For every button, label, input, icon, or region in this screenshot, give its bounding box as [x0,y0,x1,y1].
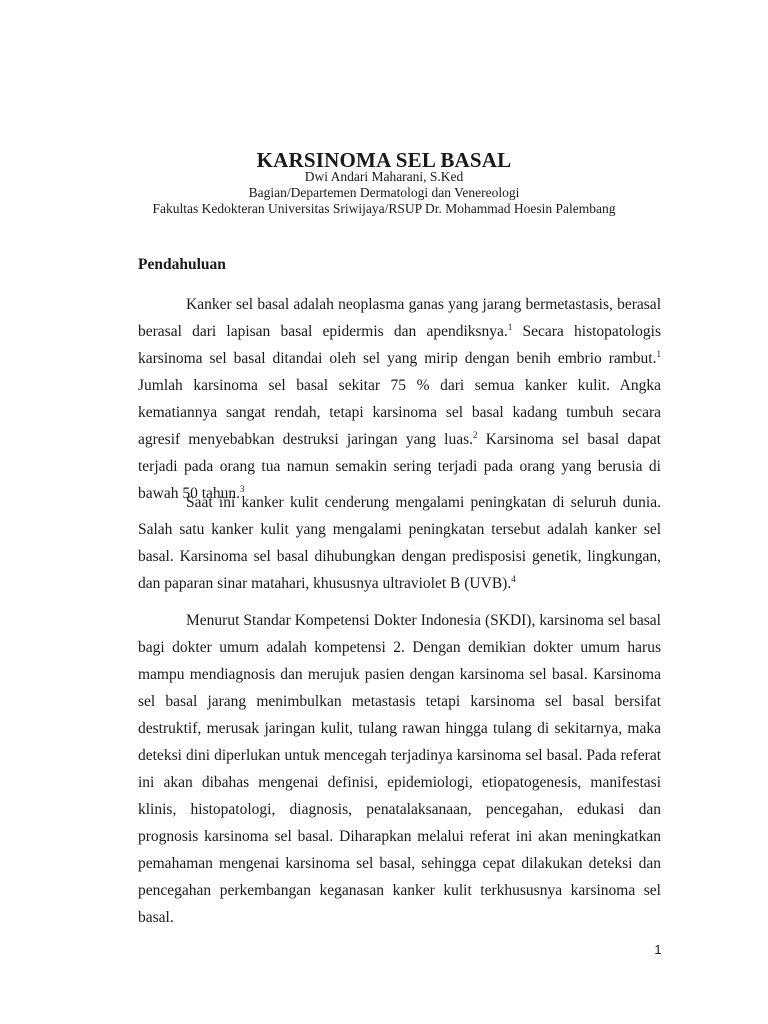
paragraph-3: Menurut Standar Kompetensi Dokter Indonesia (SKDI), karsinoma sel basal bagi dokter umum adalah kompetensi 2. Dengan demikian dokter umum harus mampu mendiagnosis dan merujuk pasien dengan karsinoma sel basal. Karsinoma sel basal jarang menimbulkan metastasis tetapi karsinoma sel basal bersifat destruktif, merusak jaringan kulit, tulang rawan hingga tulang di sekitarnya, maka deteksi dini diperlukan untuk mencegah terjadinya karsinoma sel basal. Pada referat ini akan dibahas mengenai definisi, epidemiologi, etiopatogenesis, manifestasi klinis, histopatologi, diagnosis, penatalaksanaan, pencegahan, edukasi dan prognosis karsinoma sel basal. Diharapkan melalui referat ini akan meningkatkan pemahaman mengenai karsinoma sel basal, sehingga cepat dilakukan deteksi dan pencegahan perkembangan keganasan kanker kulit terkhususnya karsinoma sel basal. [138,612,661,926]
document-title: KARSINOMA SEL BASAL [256,148,512,172]
faculty-line: Fakultas Kedokteran Universitas Sriwijaya/RSUP Dr. Mohammad Hoesin Palembang [152,201,616,216]
p1-sentence-3: Jumlah karsinoma sel basal sekitar 75 % dari semua kanker kulit. Angka kematiannya sangat rendah, tetapi karsinoma sel basal kadang tumbuh secara agresif menyebabkan destruksi jaringan yang luas. [138,377,661,448]
reference-marker: 1 [507,322,513,332]
section-heading: Pendahuluan [138,256,226,273]
author-name: Dwi Andari Maharani, S.Ked [304,169,464,184]
p1-sentence-2: Secara histopatologis karsinoma sel basal ditandai oleh sel yang mirip dengan benih embrio rambut. [138,323,661,367]
p1-sentence-4: Karsinoma sel basal dapat terjadi pada orang tua namun semakin sering terjadi pada orang yang berusia di bawah 50 tahun. [138,431,661,502]
reference-marker: 1 [656,349,661,359]
reference-marker: 2 [473,430,478,440]
p1-sentence-1: Kanker sel basal adalah neoplasma ganas yang jarang bermetastasis, berasal berasal dari lapisan basal epidermis dan apendiksnya. [138,296,661,340]
p2-text: Saat ini kanker kulit cenderung mengalami peningkatan di seluruh dunia. Salah satu kanker kulit yang mengalami peningkatan tersebut adalah kanker sel basal. Karsinoma sel basal dihubungkan dengan predisposisi genetik, lingkungan, dan paparan sinar matahari, khususnya ultraviolet B (UVB). [138,494,661,592]
paragraph-1 [138,291,661,507]
reference-marker: 3 [240,484,245,494]
reference-marker: 4 [511,574,516,584]
page-number: 1 [654,942,662,957]
department-line: Bagian/Departemen Dermatologi dan Venereologi [248,185,520,200]
paragraph-2 [138,489,661,597]
